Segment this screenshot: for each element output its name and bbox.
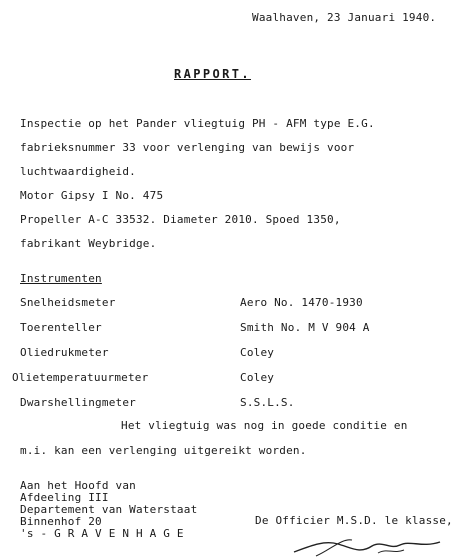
- intro-line-1: Inspectie op het Pander vliegtuig PH - AFM type E.G.: [20, 117, 375, 130]
- instrument-value: S.S.L.S.: [240, 396, 295, 409]
- conclusion-line-2: m.i. kan een verlenging uitgereikt worden.: [20, 444, 307, 457]
- instrument-value: Coley: [240, 371, 275, 384]
- instrument-value: Aero No. 1470-1930: [240, 296, 363, 309]
- addressee-line-2: Afdeeling III: [20, 491, 109, 504]
- conclusion-line-1: Het vliegtuig was nog in goede conditie en: [121, 419, 408, 432]
- intro-line-2: fabrieksnummer 33 voor verlenging van bewijs voor: [20, 141, 355, 154]
- propeller-line-2: fabrikant Weybridge.: [20, 237, 157, 250]
- sign-off-line: De Officier M.S.D. le klasse,: [255, 514, 453, 527]
- propeller-line-1: Propeller A-C 33532. Diameter 2010. Spoed 1350,: [20, 213, 341, 226]
- report-title: RAPPORT.: [174, 67, 251, 81]
- addressee-line-3: Departement van Waterstaat: [20, 503, 198, 516]
- instrument-name: Dwarshellingmeter: [20, 396, 136, 409]
- motor-line: Motor Gipsy I No. 475: [20, 189, 164, 202]
- instrument-name: Olietemperatuurmeter: [12, 371, 149, 384]
- instruments-heading: Instrumenten: [20, 272, 102, 285]
- instrument-value: Coley: [240, 346, 275, 359]
- addressee-line-4: Binnenhof 20: [20, 515, 102, 528]
- intro-line-3: luchtwaardigheid.: [20, 165, 136, 178]
- addressee-line-1: Aan het Hoofd van: [20, 479, 136, 492]
- instrument-name: Toerenteller: [20, 321, 102, 334]
- date-line: Waalhaven, 23 Januari 1940.: [252, 11, 437, 24]
- instrument-name: Oliedrukmeter: [20, 346, 109, 359]
- instrument-name: Snelheidsmeter: [20, 296, 116, 309]
- addressee-line-5: 's - G R A V E N H A G E: [20, 527, 184, 540]
- handwritten-signature: [290, 528, 450, 558]
- instrument-value: Smith No. M V 904 A: [240, 321, 370, 334]
